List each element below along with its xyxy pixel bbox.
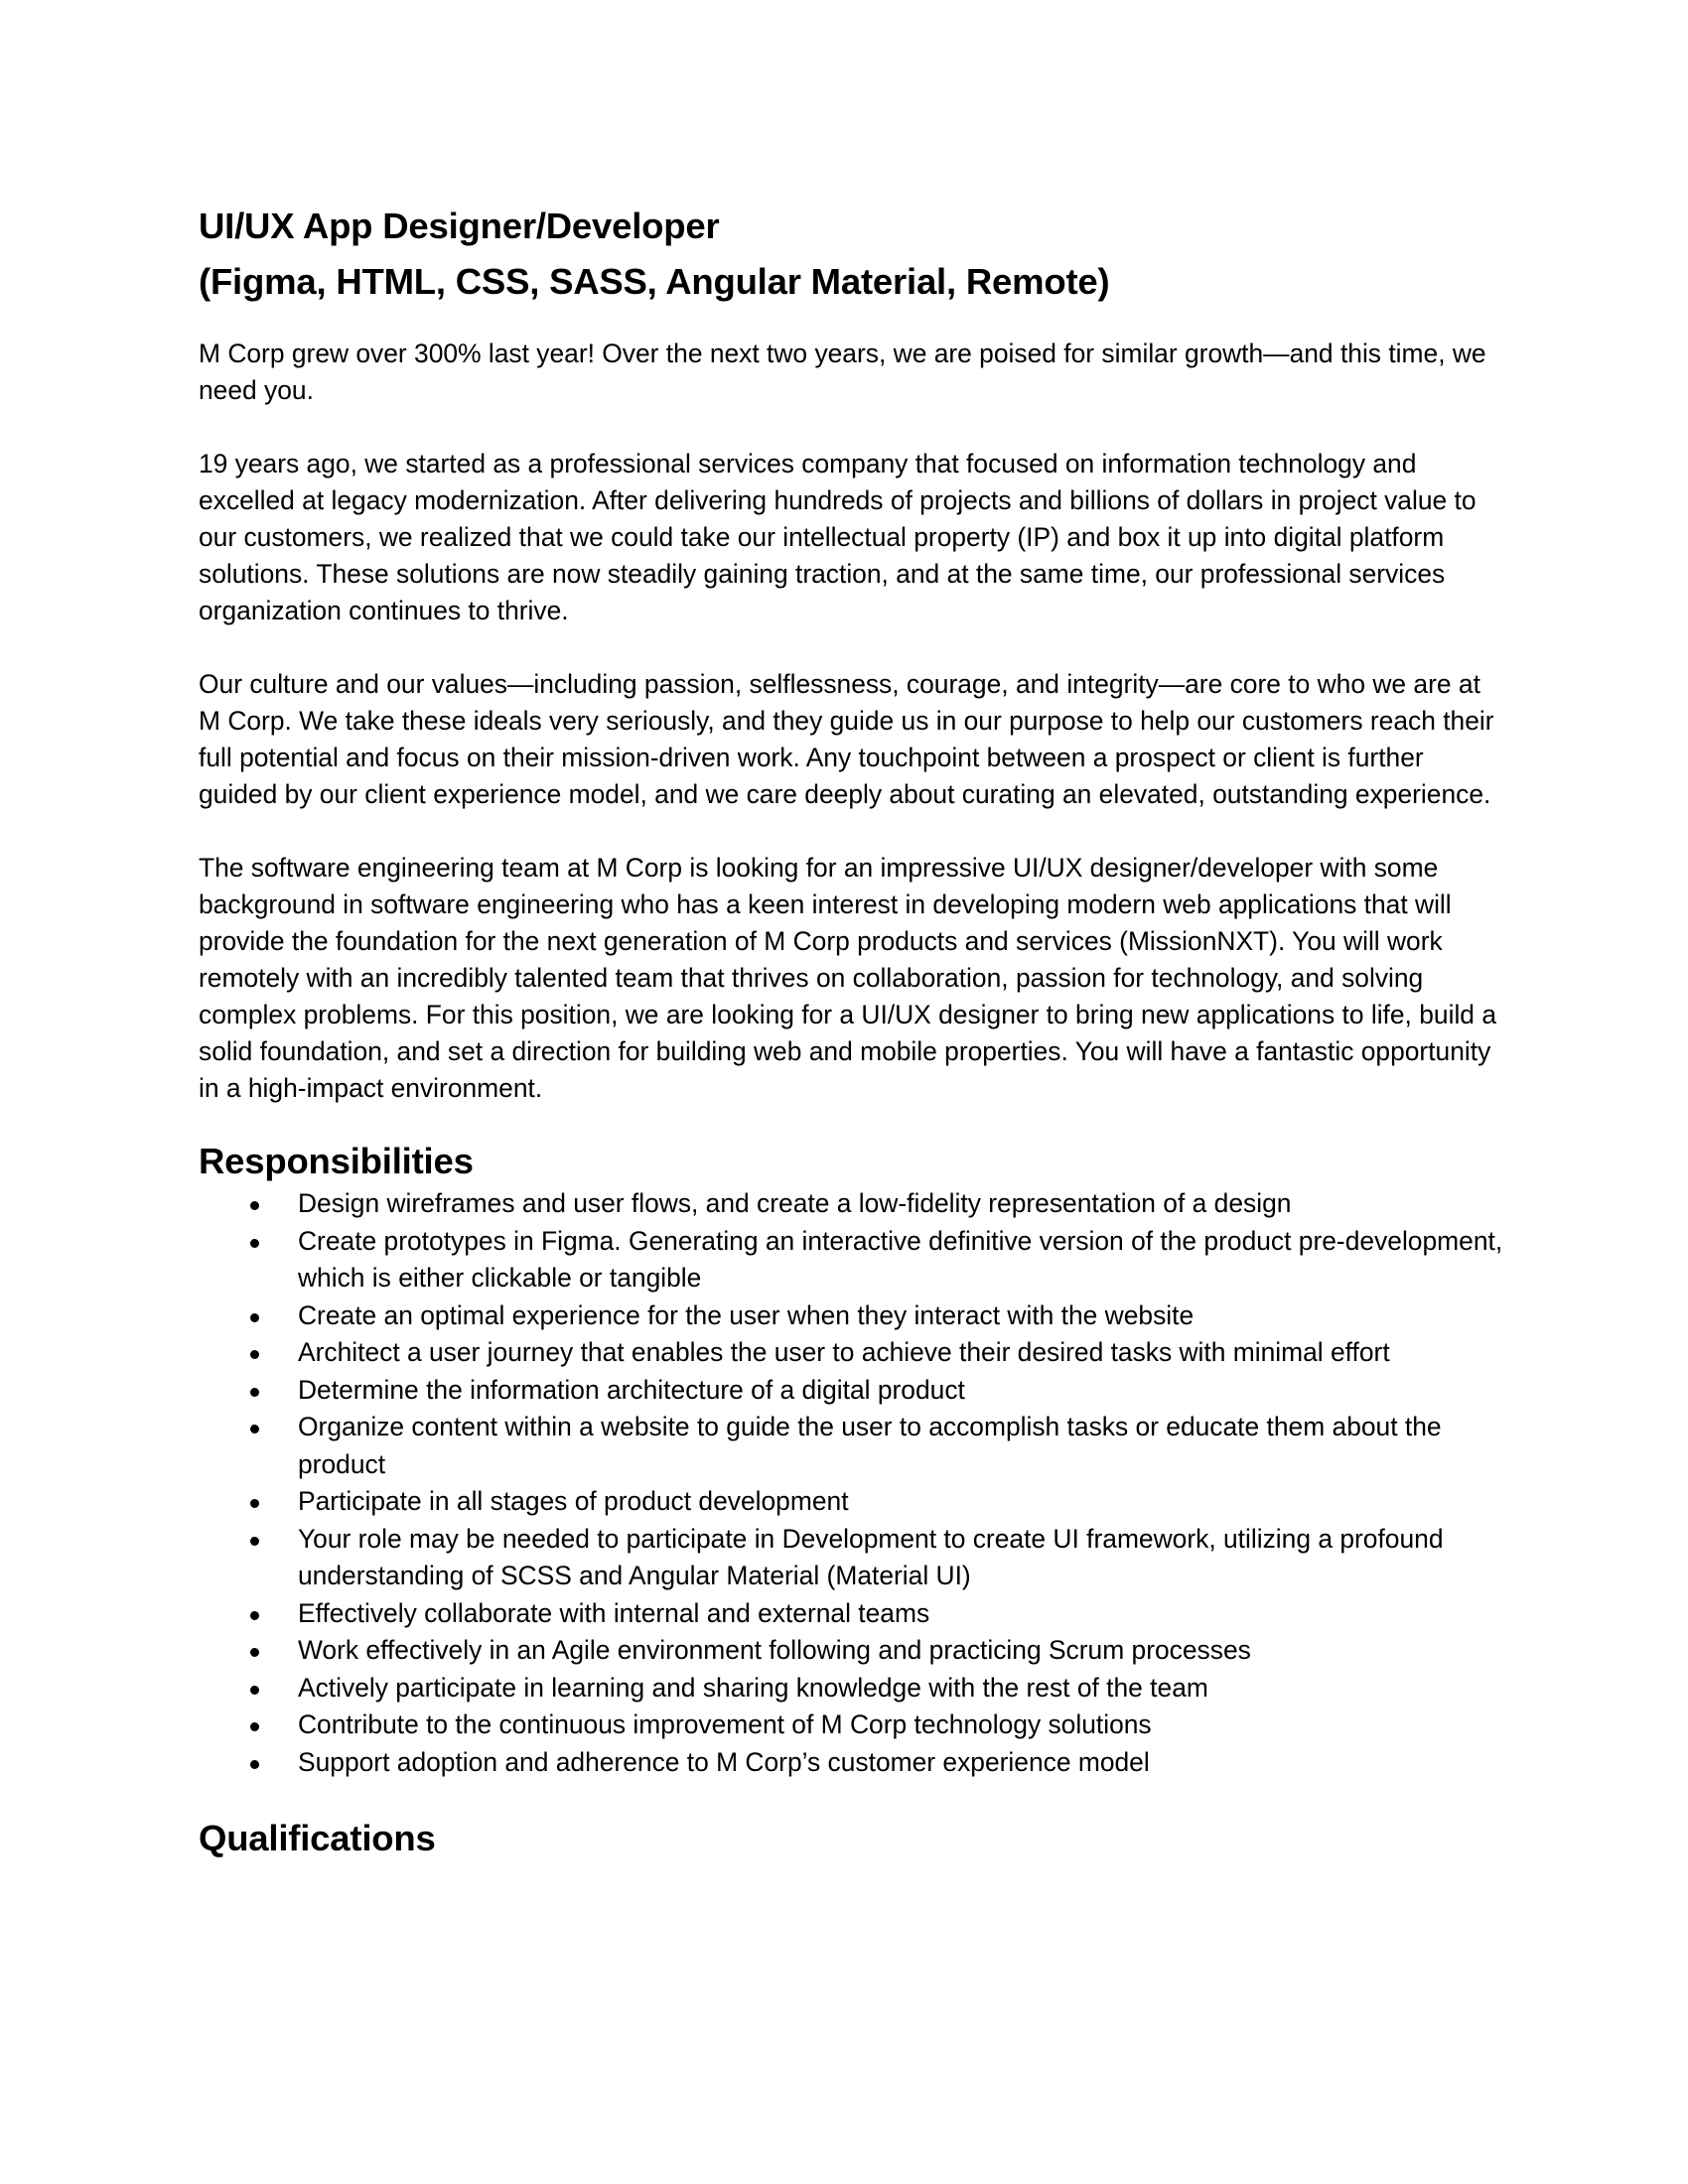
paragraph-role: The software engineering team at M Corp is looking for an impressive UI/UX designer/developer with some background in software engineering who has a keen interest in developing modern web applications that will provide the foundation for the next generation of M Corp products and services (MissionNXT). You will work remotely with an incredibly talented team that thrives on collaboration, passion for technology, and solving complex problems. For this position, we are looking for a UI/UX designer to bring new applications to life, build a solid foundation, and set a direction for building web and mobile properties. You will have a fantastic opportunity in a high-impact environment.	[199, 853, 1496, 1103]
bullet-icon	[250, 1499, 259, 1508]
list-item-text: Contribute to the continuous improvement of M Corp technology solutions	[298, 1709, 1152, 1739]
list-item-text: Organize content within a website to guide the user to accomplish tasks or educate them about the product	[298, 1412, 1442, 1479]
list-item-text: Support adoption and adherence to M Corp’s customer experience model	[298, 1746, 1150, 1777]
list-item	[199, 1409, 1509, 1483]
list-item-text: Create an optimal experience for the user when they interact with the website	[298, 1299, 1195, 1330]
bullet-icon	[250, 1722, 259, 1731]
bullet-icon	[250, 1350, 259, 1359]
bullet-icon	[250, 1239, 259, 1248]
list-item-text: Architect a user journey that enables the user to achieve their desired tasks with minimal effort	[298, 1337, 1390, 1367]
list-item	[199, 1297, 1509, 1335]
paragraph-culture: Our culture and our values—including passion, selflessness, courage, and integrity—are core to who we are at M Corp. We take these ideals very seriously, and they guide us in our purpose to help our customers reach their full potential and focus on their mission-driven work. Any touchpoint between a prospect or client is further guided by our client experience model, and we care deeply about curating an elevated, outstanding experience.	[199, 669, 1494, 809]
list-item-text: Participate in all stages of product development	[298, 1486, 849, 1516]
list-item-text: Create prototypes in Figma. Generating an interactive definitive version of the product pre-development, which is either clickable or tangible	[298, 1225, 1503, 1293]
bullet-icon	[250, 1425, 259, 1433]
bullet-icon	[250, 1313, 259, 1322]
paragraph-history: 19 years ago, we started as a professional services company that focused on information technology and excelled at legacy modernization. After delivering hundreds of projects and billions of dollars in project value to our customers, we realized that we could take our intellectual property (IP) and box it up into digital platform solutions. These solutions are now steadily gaining traction, and at the same time, our professional services organization continues to thrive.	[199, 449, 1477, 625]
responsibilities-list	[199, 1185, 1509, 1781]
bullet-icon	[250, 1686, 259, 1695]
bullet-icon	[250, 1201, 259, 1210]
list-item-text: Design wireframes and user flows, and create a low-fidelity representation of a design	[298, 1188, 1292, 1218]
list-item	[199, 1334, 1509, 1372]
list-item	[199, 1372, 1509, 1410]
list-item	[199, 1521, 1509, 1595]
list-item	[199, 1632, 1509, 1670]
list-item-text: Actively participate in learning and sharing knowledge with the rest of the team	[298, 1672, 1208, 1703]
bullet-icon	[250, 1760, 259, 1769]
list-item	[199, 1670, 1509, 1707]
paragraph-growth: M Corp grew over 300% last year! Over the next two years, we are poised for similar growth—and this time, we need you.	[199, 339, 1486, 405]
document-page	[199, 199, 1509, 1862]
list-item	[199, 1706, 1509, 1744]
list-item	[199, 1483, 1509, 1521]
list-item	[199, 1744, 1509, 1782]
list-item	[199, 1185, 1509, 1223]
responsibilities-heading: Responsibilities	[199, 1141, 474, 1181]
list-item-text: Effectively collaborate with internal and external teams	[298, 1597, 930, 1628]
qualifications-heading: Qualifications	[199, 1818, 436, 1858]
list-item-text: Determine the information architecture of a digital product	[298, 1374, 965, 1405]
bullet-icon	[250, 1611, 259, 1620]
list-item	[199, 1595, 1509, 1633]
list-item-text: Work effectively in an Agile environment following and practicing Scrum processes	[298, 1635, 1251, 1665]
bullet-icon	[250, 1648, 259, 1657]
bullet-icon	[250, 1537, 259, 1546]
list-item-text: Your role may be needed to participate in Development to create UI framework, utilizing a profound understanding of SCSS and Angular Material (Material UI)	[298, 1523, 1444, 1590]
list-item	[199, 1223, 1509, 1297]
bullet-icon	[250, 1388, 259, 1397]
page-subtitle: (Figma, HTML, CSS, SASS, Angular Material, Remote)	[199, 261, 1110, 302]
page-title: UI/UX App Designer/Developer	[199, 205, 720, 246]
